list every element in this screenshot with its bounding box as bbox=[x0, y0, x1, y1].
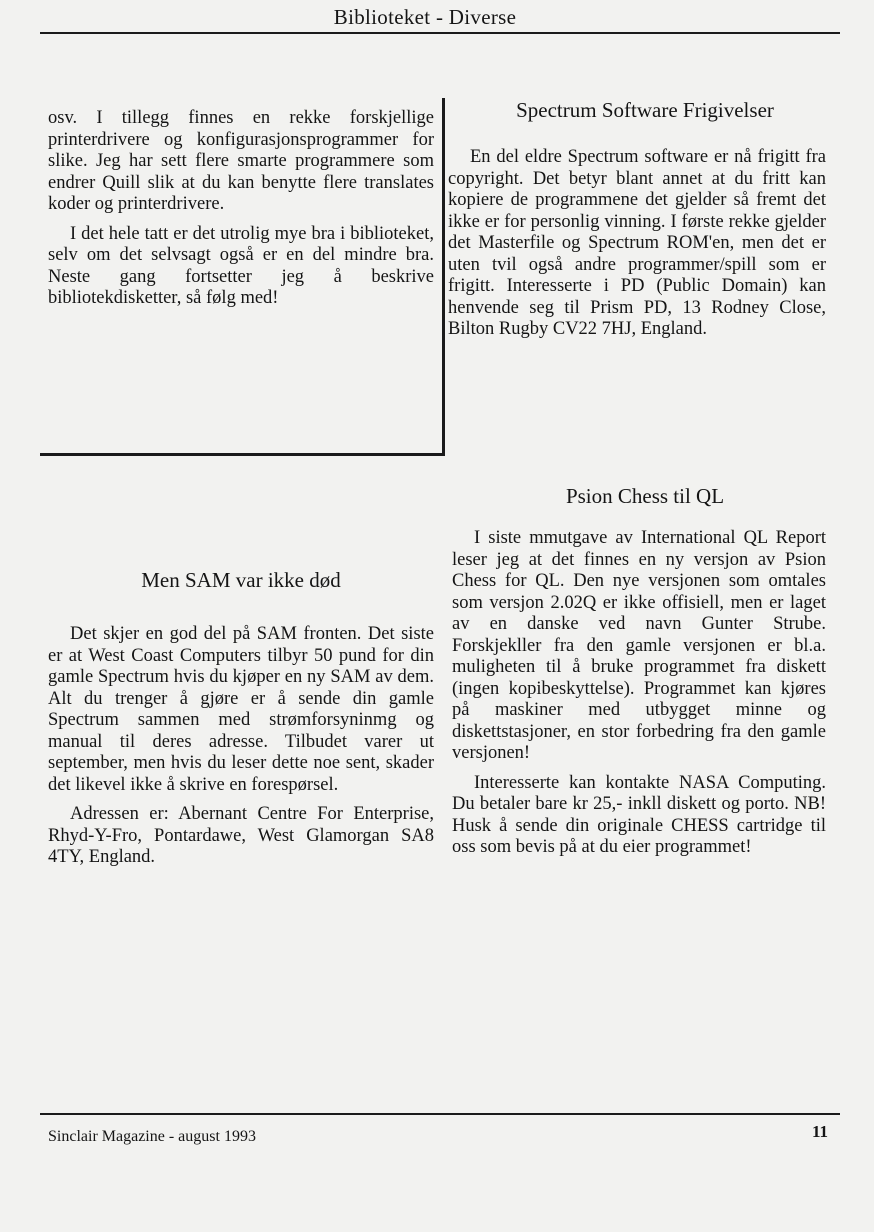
spectrum-heading: Spectrum Software Frigivelser bbox=[516, 98, 774, 122]
footer-rule bbox=[40, 1113, 840, 1115]
sam-heading: Men SAM var ikke død bbox=[141, 568, 341, 592]
sam-article-text bbox=[48, 624, 434, 877]
box-right-border bbox=[442, 98, 445, 454]
page-number: 11 bbox=[812, 1122, 829, 1141]
spectrum-article-text bbox=[448, 147, 826, 349]
left-box-text bbox=[48, 108, 434, 318]
box-bottom-border bbox=[40, 453, 445, 456]
chess-paragraph-2: Interesserte kan kontakte NASA Computing. Du betaler bare kr 25,- inkll diskett og porto. NB! Husk å sende din originale CHESS cartridge til oss som bevis på at du eier programmet! bbox=[452, 772, 826, 857]
chess-paragraph-1: I siste mmutgave av International QL Report leser jeg at det finnes en ny versjon av Psion Chess for QL. Den nye versjonen som omtales som versjon 2.02Q er ikke offisiell, men er laget av en danske ved navn Gunter Strube. Forskjekller fra den gamle versjonen er bl.a. muligheten til å bruke programmet fra diskett (ingen kopibeskyttelse). Programmet kan kjøres på maskiner med utbygget minne og diskettstasjoner, en stor forbedring fra den gamle versjonen! bbox=[452, 528, 826, 763]
footer-publication: Sinclair Magazine - august 1993 bbox=[48, 1128, 256, 1145]
left-box-paragraph-2: I det hele tatt er det utrolig mye bra i biblioteket, selv om det selvsagt også er en del mindre bra. Neste gang fortsetter jeg å beskrive bibliotekdisketter, så følg med! bbox=[48, 223, 434, 308]
header-title: Biblioteket - Diverse bbox=[333, 5, 517, 29]
left-box-paragraph-1: osv. I tillegg finnes en rekke forskjellige printerdrivere og konfigurasjonsprogrammer for slike. Jeg har sett flere smarte programmere som endrer Quill slik at du kan benytte flere translates koder og printerdrivere. bbox=[48, 108, 434, 214]
header-rule bbox=[40, 32, 840, 34]
sam-paragraph-1: Det skjer en god del på SAM fronten. Det siste er at West Coast Computers tilbyr 50 pund for din gamle Spectrum hvis du kjøper en ny SAM av dem. Alt du trenger å gjøre er å sende din gamle Spectrum sammen med strømforsyninmg og manual til deres adresse. Tilbudet varer ut september, men hvis du leser dette noe sent, skader det likevel ikke å skrive en forespørsel. bbox=[48, 624, 434, 795]
spectrum-paragraph-1: En del eldre Spectrum software er nå frigitt fra copyright. Det betyr blant annet at du fritt kan kopiere de programmene det gjelder så fremt det ikke er for personlig vinning. I første rekke gjelder det Masterfile og Spectrum ROM'en, men det er uten tvil også andre programmer/spill som er frigitt. Interesserte i PD (Public Domain) kan henvende seg til Prism PD, 13 Rodney Close, Bilton Rugby CV22 7HJ, England. bbox=[448, 147, 826, 339]
chess-article-text bbox=[452, 528, 826, 867]
sam-paragraph-2: Adressen er: Abernant Centre For Enterprise, Rhyd-Y-Fro, Pontardawe, West Glamorgan SA8 4TY, England. bbox=[48, 804, 434, 867]
chess-heading: Psion Chess til QL bbox=[565, 484, 725, 508]
